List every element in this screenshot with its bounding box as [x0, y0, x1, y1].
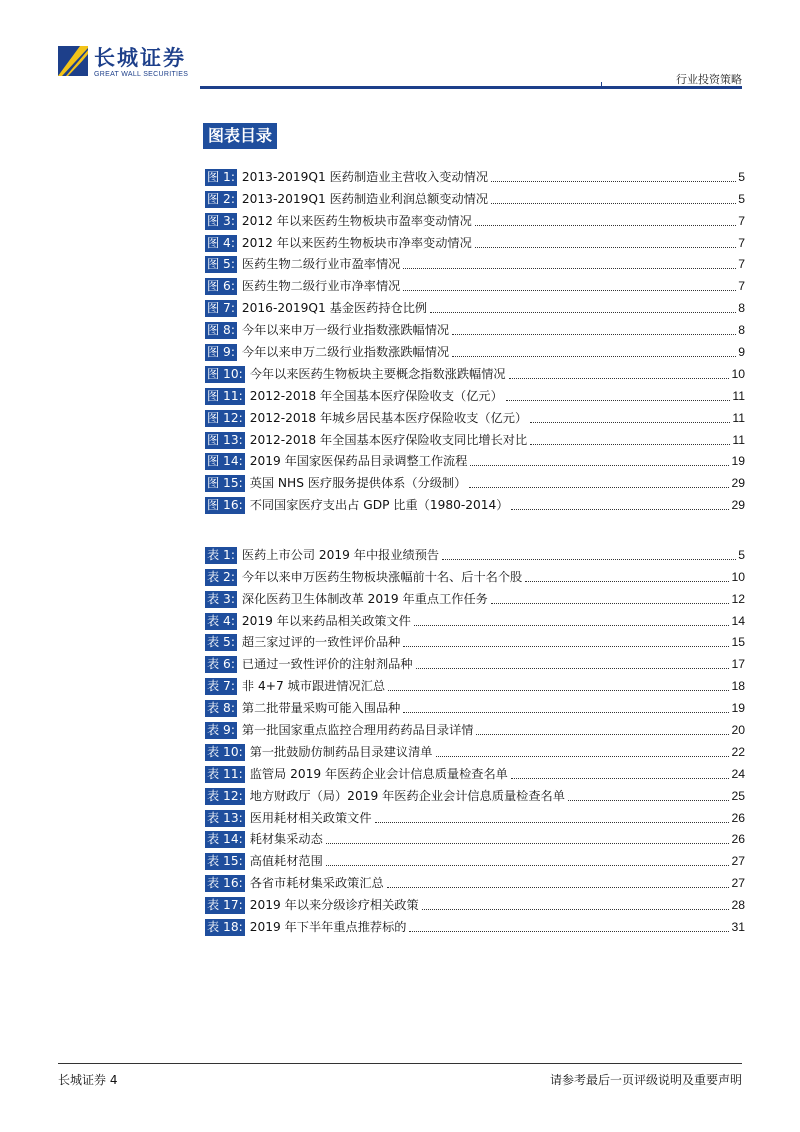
- dot-leader: [475, 225, 736, 226]
- figure-page-number: 8: [738, 323, 745, 338]
- table-page-number: 17: [731, 657, 745, 672]
- dot-leader: [476, 734, 729, 735]
- header-rule: [200, 86, 742, 89]
- figure-label: 图 9:: [207, 345, 235, 360]
- figure-label: 图 7:: [207, 301, 235, 316]
- table-label: 表 17:: [207, 898, 243, 913]
- dot-leader: [430, 312, 736, 313]
- great-wall-logo-icon: [58, 46, 88, 76]
- table-title: 2019 年以来药品相关政策文件: [241, 613, 411, 628]
- table-label: 表 15:: [207, 854, 243, 869]
- toc-title: 图表目录: [203, 123, 277, 149]
- table-page-number: 15: [731, 635, 745, 650]
- figure-title: 今年以来申万二级行业指数涨跌幅情况: [241, 345, 450, 360]
- footer-disclaimer: 请参考最后一页评级说明及重要声明: [549, 1073, 742, 1087]
- figure-page-number: 5: [738, 191, 745, 206]
- dot-leader: [388, 690, 729, 691]
- dot-leader: [470, 465, 729, 466]
- table-label: 表 11:: [207, 766, 243, 781]
- figure-title: 医药生物二级行业市净率情况: [241, 279, 401, 294]
- figure-label: 图 8:: [207, 323, 235, 338]
- table-page-number: 12: [731, 591, 745, 606]
- dot-leader: [375, 822, 730, 823]
- dot-leader: [511, 778, 730, 779]
- figure-entry[interactable]: [205, 295, 745, 317]
- figure-page-number: 8: [738, 301, 745, 316]
- figure-entry[interactable]: [205, 317, 745, 339]
- figure-title: 2012 年以来医药生物板块市净率变动情况: [241, 235, 472, 250]
- table-label: 表 9:: [207, 723, 235, 738]
- table-page-number: 20: [731, 723, 745, 738]
- table-page-number: 10: [731, 569, 745, 584]
- table-page-number: 5: [738, 547, 745, 562]
- dot-leader: [409, 931, 729, 932]
- figure-page-number: 11: [732, 388, 745, 403]
- figure-title: 2013-2019Q1 医药制造业利润总额变动情况: [241, 191, 489, 206]
- figure-label: 图 14:: [207, 454, 243, 469]
- table-entry[interactable]: [205, 870, 745, 892]
- figure-label: 图 11:: [207, 388, 243, 403]
- figure-entry[interactable]: [205, 339, 745, 361]
- dot-leader: [452, 356, 736, 357]
- figure-page-number: 10: [731, 366, 745, 381]
- figure-page-number: 29: [731, 498, 745, 513]
- figure-entry[interactable]: [205, 230, 745, 252]
- table-entry[interactable]: [205, 848, 745, 870]
- dot-leader: [491, 181, 736, 182]
- dot-leader: [511, 509, 729, 510]
- table-page-number: 25: [731, 788, 745, 803]
- table-title: 第一批国家重点监控合理用药药品目录详情: [241, 723, 474, 738]
- table-title: 各省市耗材集采政策汇总: [249, 876, 384, 891]
- table-page-number: 19: [731, 701, 745, 716]
- table-label: 表 14:: [207, 832, 243, 847]
- figure-title: 2016-2019Q1 基金医药持仓比例: [241, 301, 428, 316]
- table-entry[interactable]: [205, 783, 745, 805]
- table-label: 表 1:: [207, 547, 235, 562]
- table-title: 医用耗材相关政策文件: [249, 810, 372, 825]
- table-label: 表 2:: [207, 569, 235, 584]
- figure-page-number: 7: [738, 279, 745, 294]
- table-label: 表 6:: [207, 657, 235, 672]
- table-entry[interactable]: [205, 739, 745, 761]
- figure-entry[interactable]: [205, 492, 745, 514]
- figure-title: 2019 年国家医保药品目录调整工作流程: [249, 454, 468, 469]
- table-label: 表 12:: [207, 788, 243, 803]
- table-page-number: 22: [731, 744, 745, 759]
- dot-leader: [525, 581, 729, 582]
- dot-leader: [403, 646, 729, 647]
- figure-label: 图 15:: [207, 476, 243, 491]
- footer-rule: [58, 1063, 742, 1064]
- table-title: 第一批鼓励仿制药品目录建议清单: [249, 744, 433, 759]
- figure-title: 不同国家医疗支出占 GDP 比重（1980-2014）: [249, 498, 509, 513]
- table-entry[interactable]: [205, 542, 745, 564]
- figure-title: 今年以来申万一级行业指数涨跌幅情况: [241, 323, 450, 338]
- dot-leader: [491, 603, 730, 604]
- dot-leader: [416, 668, 730, 669]
- figure-page-number: 7: [738, 257, 745, 272]
- table-label: 表 10:: [207, 744, 243, 759]
- table-title: 2019 年下半年重点推荐标的: [249, 920, 407, 935]
- table-page-number: 31: [731, 920, 745, 935]
- figure-title: 2013-2019Q1 医药制造业主营收入变动情况: [241, 169, 489, 184]
- figure-title: 2012-2018 年全国基本医疗保险收支同比增长对比: [249, 432, 528, 447]
- table-label: 表 3:: [207, 591, 235, 606]
- figure-label: 图 2:: [207, 191, 235, 206]
- table-page-number: 14: [731, 613, 745, 628]
- dot-leader: [452, 334, 736, 335]
- figure-page-number: 9: [738, 345, 745, 360]
- table-label: 表 18:: [207, 920, 243, 935]
- figure-label: 图 12:: [207, 410, 243, 425]
- dot-leader: [326, 865, 730, 866]
- table-title: 已通过一致性评价的注射剂品种: [241, 657, 413, 672]
- figure-label: 图 10:: [207, 366, 243, 381]
- figure-entry[interactable]: [205, 405, 745, 427]
- table-entry[interactable]: [205, 651, 745, 673]
- figure-entry[interactable]: [205, 208, 745, 230]
- figure-title: 2012-2018 年全国基本医疗保险收支（亿元）: [249, 388, 503, 403]
- dot-leader: [387, 887, 730, 888]
- table-entry[interactable]: [205, 695, 745, 717]
- figure-title: 2012-2018 年城乡居民基本医疗保险收支（亿元）: [249, 410, 528, 425]
- table-title: 高值耗材范围: [249, 854, 323, 869]
- figure-entry[interactable]: [205, 186, 745, 208]
- table-entry[interactable]: [205, 761, 745, 783]
- table-label: 表 4:: [207, 613, 235, 628]
- figure-label: 图 3:: [207, 213, 235, 228]
- table-label: 表 7:: [207, 679, 235, 694]
- table-entry[interactable]: [205, 892, 745, 914]
- table-page-number: 26: [731, 832, 745, 847]
- dot-leader: [530, 444, 730, 445]
- figure-title: 医药生物二级行业市盈率情况: [241, 257, 401, 272]
- figure-page-number: 7: [738, 235, 745, 250]
- table-title: 监管局 2019 年医药企业会计信息质量检查名单: [249, 766, 508, 781]
- dot-leader: [442, 559, 736, 560]
- table-title: 超三家过评的一致性评价品种: [241, 635, 401, 650]
- figure-page-number: 19: [731, 454, 745, 469]
- table-label: 表 8:: [207, 701, 235, 716]
- table-entry[interactable]: [205, 805, 745, 827]
- table-page-number: 28: [731, 898, 745, 913]
- brand-name-en: GREAT WALL SECURITIES: [94, 71, 189, 78]
- figure-title: 今年以来医药生物板块主要概念指数涨跌幅情况: [249, 366, 506, 381]
- figure-page-number: 11: [732, 432, 745, 447]
- figure-title: 英国 NHS 医疗服务提供体系（分级制）: [249, 476, 467, 491]
- brand-name-cn: 长城证券: [94, 45, 186, 70]
- figure-title: 2012 年以来医药生物板块市盈率变动情况: [241, 213, 472, 228]
- dot-leader: [422, 909, 730, 910]
- dot-leader: [469, 487, 729, 488]
- dot-leader: [403, 268, 736, 269]
- figure-page-number: 11: [732, 410, 745, 425]
- dot-leader: [414, 625, 730, 626]
- table-title: 今年以来申万医药生物板块涨幅前十名、后十名个股: [241, 569, 523, 584]
- dot-leader: [491, 203, 736, 204]
- figure-entry[interactable]: [205, 383, 745, 405]
- table-label: 表 13:: [207, 810, 243, 825]
- figure-label: 图 4:: [207, 235, 235, 250]
- table-entry[interactable]: [205, 914, 745, 936]
- table-page-number: 27: [731, 854, 745, 869]
- figure-page-number: 7: [738, 213, 745, 228]
- dot-leader: [506, 400, 731, 401]
- table-entry[interactable]: [205, 586, 745, 608]
- table-entry[interactable]: [205, 717, 745, 739]
- table-title: 2019 年以来分级诊疗相关政策: [249, 898, 419, 913]
- table-entry[interactable]: [205, 608, 745, 630]
- table-page-number: 18: [731, 679, 745, 694]
- figure-entry[interactable]: [205, 361, 745, 383]
- table-entry[interactable]: [205, 630, 745, 652]
- document-type: 行业投资策略: [676, 73, 742, 86]
- figure-page-number: 29: [731, 476, 745, 491]
- figure-label: 图 6:: [207, 279, 235, 294]
- dot-leader: [475, 247, 736, 248]
- footer-page-label: 长城证券 4: [58, 1073, 118, 1087]
- dot-leader: [403, 290, 736, 291]
- table-label: 表 5:: [207, 635, 235, 650]
- figure-page-number: 5: [738, 169, 745, 184]
- table-label: 表 16:: [207, 876, 243, 891]
- figure-label: 图 1:: [207, 169, 235, 184]
- figure-entry[interactable]: [205, 273, 745, 295]
- table-title: 深化医药卫生体制改革 2019 年重点工作任务: [241, 591, 488, 606]
- table-entry[interactable]: [205, 673, 745, 695]
- table-page-number: 26: [731, 810, 745, 825]
- table-entry[interactable]: [205, 827, 745, 849]
- figure-list: [205, 164, 745, 514]
- dot-leader: [326, 843, 730, 844]
- table-list: [205, 542, 745, 936]
- figure-label: 图 16:: [207, 498, 243, 513]
- figure-entry[interactable]: [205, 164, 745, 186]
- figure-entry[interactable]: [205, 252, 745, 274]
- figure-label: 图 5:: [207, 257, 235, 272]
- dot-leader: [530, 422, 730, 423]
- table-page-number: 27: [731, 876, 745, 891]
- table-page-number: 24: [731, 766, 745, 781]
- figure-entry[interactable]: [205, 449, 745, 471]
- table-entry[interactable]: [205, 564, 745, 586]
- dot-leader: [509, 378, 730, 379]
- table-title: 医药上市公司 2019 年中报业绩预告: [241, 547, 440, 562]
- figure-entry[interactable]: [205, 470, 745, 492]
- dot-leader: [403, 712, 729, 713]
- dot-leader: [568, 800, 730, 801]
- table-title: 第二批带量采购可能入围品种: [241, 701, 401, 716]
- brand: [94, 47, 188, 78]
- table-title: 耗材集采动态: [249, 832, 323, 847]
- table-title: 地方财政厅（局）2019 年医药企业会计信息质量检查名单: [249, 788, 565, 803]
- table-title: 非 4+7 城市跟进情况汇总: [241, 679, 386, 694]
- page-header: [0, 0, 800, 95]
- dot-leader: [436, 756, 730, 757]
- figure-label: 图 13:: [207, 432, 243, 447]
- figure-entry[interactable]: [205, 427, 745, 449]
